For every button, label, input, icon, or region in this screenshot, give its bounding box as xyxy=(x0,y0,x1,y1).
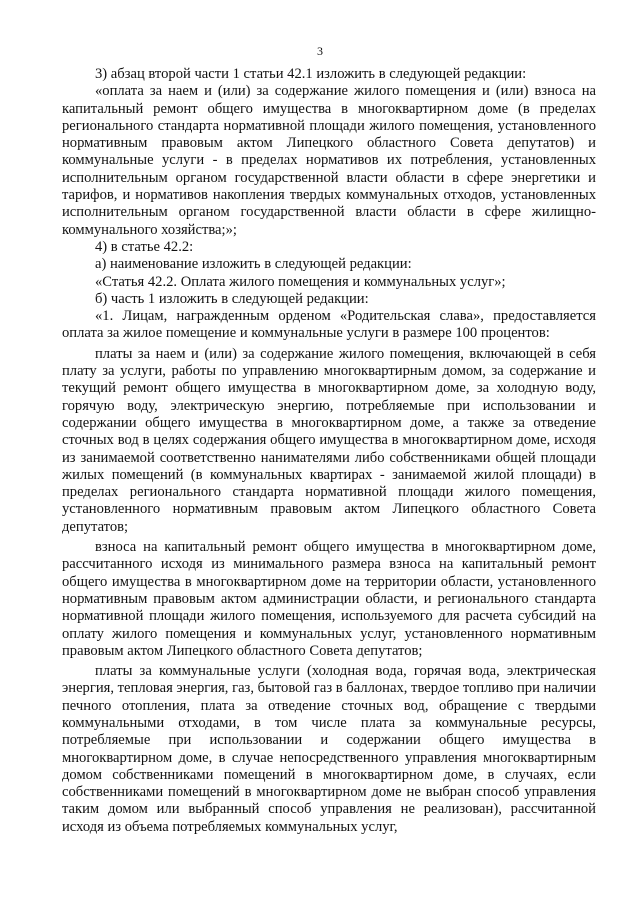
paragraph-subitem-a: а) наименование изложить в следующей редакции: xyxy=(95,256,412,273)
paragraph-part-1-intro: «1. Лицам, награжденным орденом «Родительская слава», предоставляется оплата за жилое помещение и коммунальные услуги в размере 100 процентов: xyxy=(62,308,596,342)
paragraph-article-title: «Статья 42.2. Оплата жилого помещения и коммунальных услуг»; xyxy=(95,273,506,290)
paragraph-utilities: платы за коммунальные услуги (холодная вода, горячая вода, электрическая энергия, тепловая энергия, газ, бытовой газ в баллонах, твердое топливо при наличии печного отопления, плата за отведение сточных вод, обращение с твердыми коммунальными отходами, в том числе плата за коммунальные ресурсы, потребляемые при использовании и содержании общего имущества в многоквартирном доме, в случае непосредственного управления многоквартирным домом собственниками помещений в многоквартирном доме, в случаях, если собственниками помещений в многоквартирном доме не выбран способ управления таким домом или выбранный способ управления не реализован), рассчитанной исходя из объема потребляемых коммунальных услуг, xyxy=(62,663,597,835)
paragraph-capital-repair: взноса на капитальный ремонт общего имущества в многоквартирном доме, рассчитанного исходя из минимального размера взноса на капитальный ремонт общего имущества в многоквартирном доме на территории области, установленного нормативным правовым актом администрации области, и регионального стандарта нормативной площади жилого помещения, используемого для расчета субсидий на оплату жилого помещения и коммунальных услуг, установленного нормативным правовым актом Липецкого областного Совета депутатов; xyxy=(62,539,596,659)
page-number: 3 xyxy=(317,44,323,58)
paragraph-rent-maintenance: платы за наем и (или) за содержание жилого помещения, включающей в себя плату за услуги, работы по управлению многоквартирным домом, за содержание и текущий ремонт общего имущества в многоквартирном доме, за холодную воду, горячую воду, электрическую энергию, потребляемые при использовании и содержании общего имущества в многоквартирном доме, а также за отведение сточных вод в целях содержания общего имущества в многоквартирном доме, исходя из занимаемой соответственно нанимателями либо собственниками общей площади жилых помещений (в коммунальных квартирах - занимаемой жилой площади) в пределах регионального стандарта нормативной площади жилого помещения, установленного нормативным правовым актом Липецкого областного Совета депутатов; xyxy=(62,345,596,535)
paragraph-quoted-amendment: «оплата за наем и (или) за содержание жилого помещения и (или) взноса на капитальный ремонт общего имущества в многоквартирном доме (в пределах регионального стандарта нормативной площади жилого помещения, установленного нормативным правовым актом Липецкого областного Совета депутатов) и коммунальные услуги - в пределах нормативов их потребления, установленных исполнительным органом государственной власти области в сфере энергетики и тарифов, и нормативов накопления твердых коммунальных отходов, установленных исполнительным органом государственной власти области в сфере жилищно-коммунального хозяйства;»; xyxy=(62,83,596,238)
paragraph-subitem-b: б) часть 1 изложить в следующей редакции: xyxy=(95,290,369,307)
paragraph-item-3-heading: 3) абзац второй части 1 статьи 42.1 изложить в следующей редакции: xyxy=(95,66,527,82)
document-body xyxy=(62,66,596,839)
paragraph-item-4-heading: 4) в статье 42.2: xyxy=(95,238,194,255)
